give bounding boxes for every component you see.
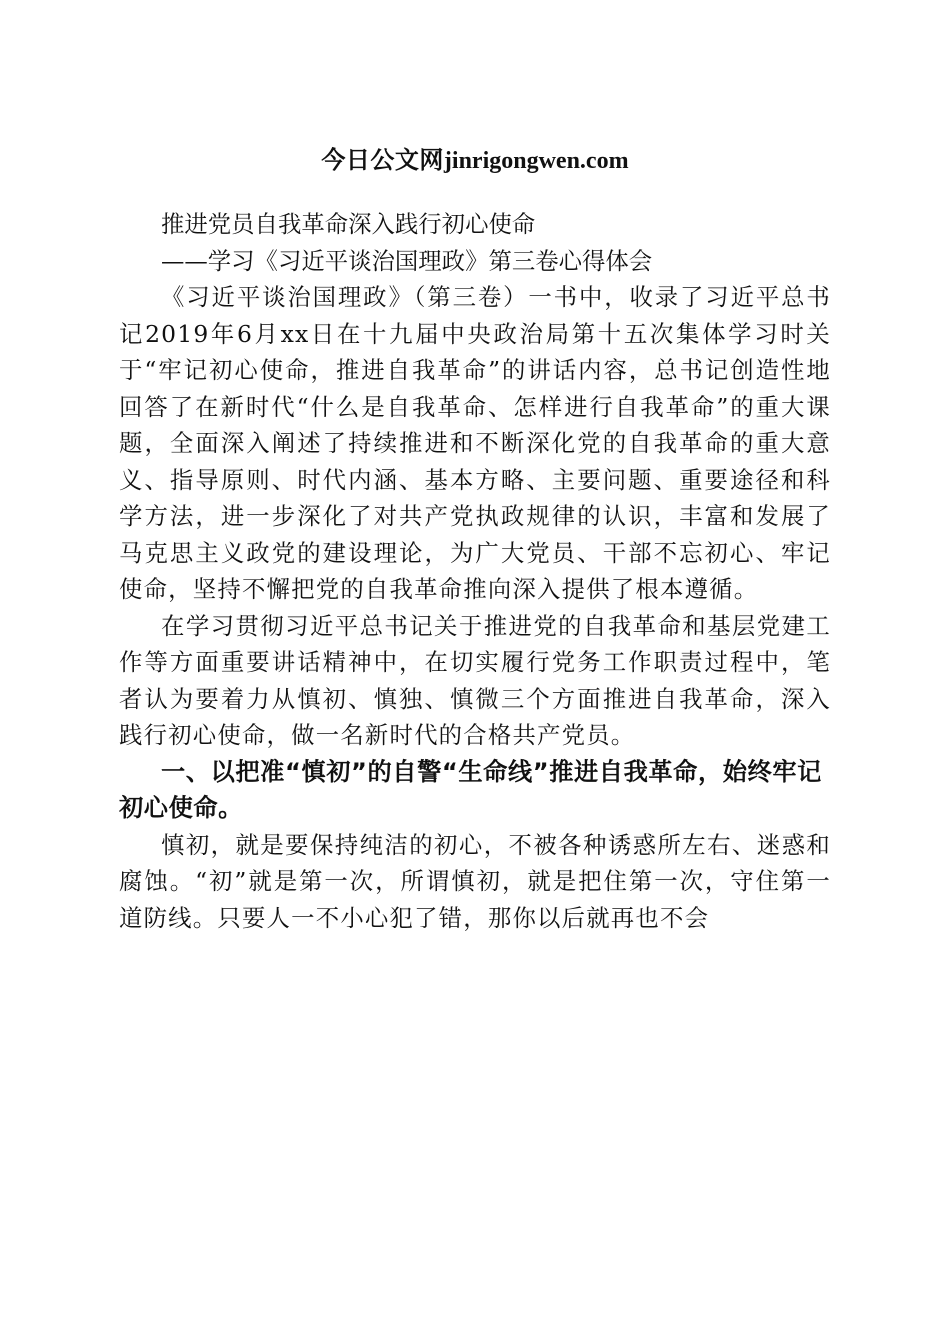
paragraph-intro: 《习近平谈治国理政》（第三卷）一书中，收录了习近平总书记2019年6月xx日在十九届中央政治局第十五次集体学习时关于“牢记初心使命，推进自我革命”的讲话内容，总书记创造性地回答了在新时代“什么是自我革命、怎样进行自我革命”的重大课题，全面深入阐述了持续推进和不断深化党的自我革命的重大意义、指导原则、时代内涵、基本方略、主要问题、重要途径和科学方法，进一步深化了对共产党执政规律的认识，丰富和发展了马克思主义政党的建设理论，为广大党员、干部不忘初心、牢记使命，坚持不懈把党的自我革命推向深入提供了根本遵循。 xyxy=(119,283,831,603)
document-body xyxy=(119,206,831,936)
paragraph-approach: 在学习贯彻习近平总书记关于推进党的自我革命和基层党建工作等方面重要讲话精神中，在切实履行党务工作职责过程中，笔者认为要着力从慎初、慎独、慎微三个方面推进自我革命，深入践行初心使命，做一名新时代的合格共产党员。 xyxy=(119,611,831,749)
document-subtitle: ——学习《习近平谈治国理政》第三卷心得体会 xyxy=(161,246,653,275)
paragraph-section-1: 慎初，就是要保持纯洁的初心，不被各种诱惑所左右、迷惑和腐蚀。“初”就是第一次，所谓慎初，就是把住第一次，守住第一道防线。只要人一不小心犯了错，那你以后就再也不会 xyxy=(119,830,831,932)
site-url: jinrigongwen.com xyxy=(443,148,629,174)
site-watermark-header xyxy=(0,142,950,179)
site-name: 今日公文网 xyxy=(321,146,444,174)
document-title: 推进党员自我革命深入践行初心使命 xyxy=(161,210,536,238)
section-heading-1: 一、以把准“慎初”的自警“生命线”推进自我革命，始终牢记初心使命。 xyxy=(119,757,822,822)
